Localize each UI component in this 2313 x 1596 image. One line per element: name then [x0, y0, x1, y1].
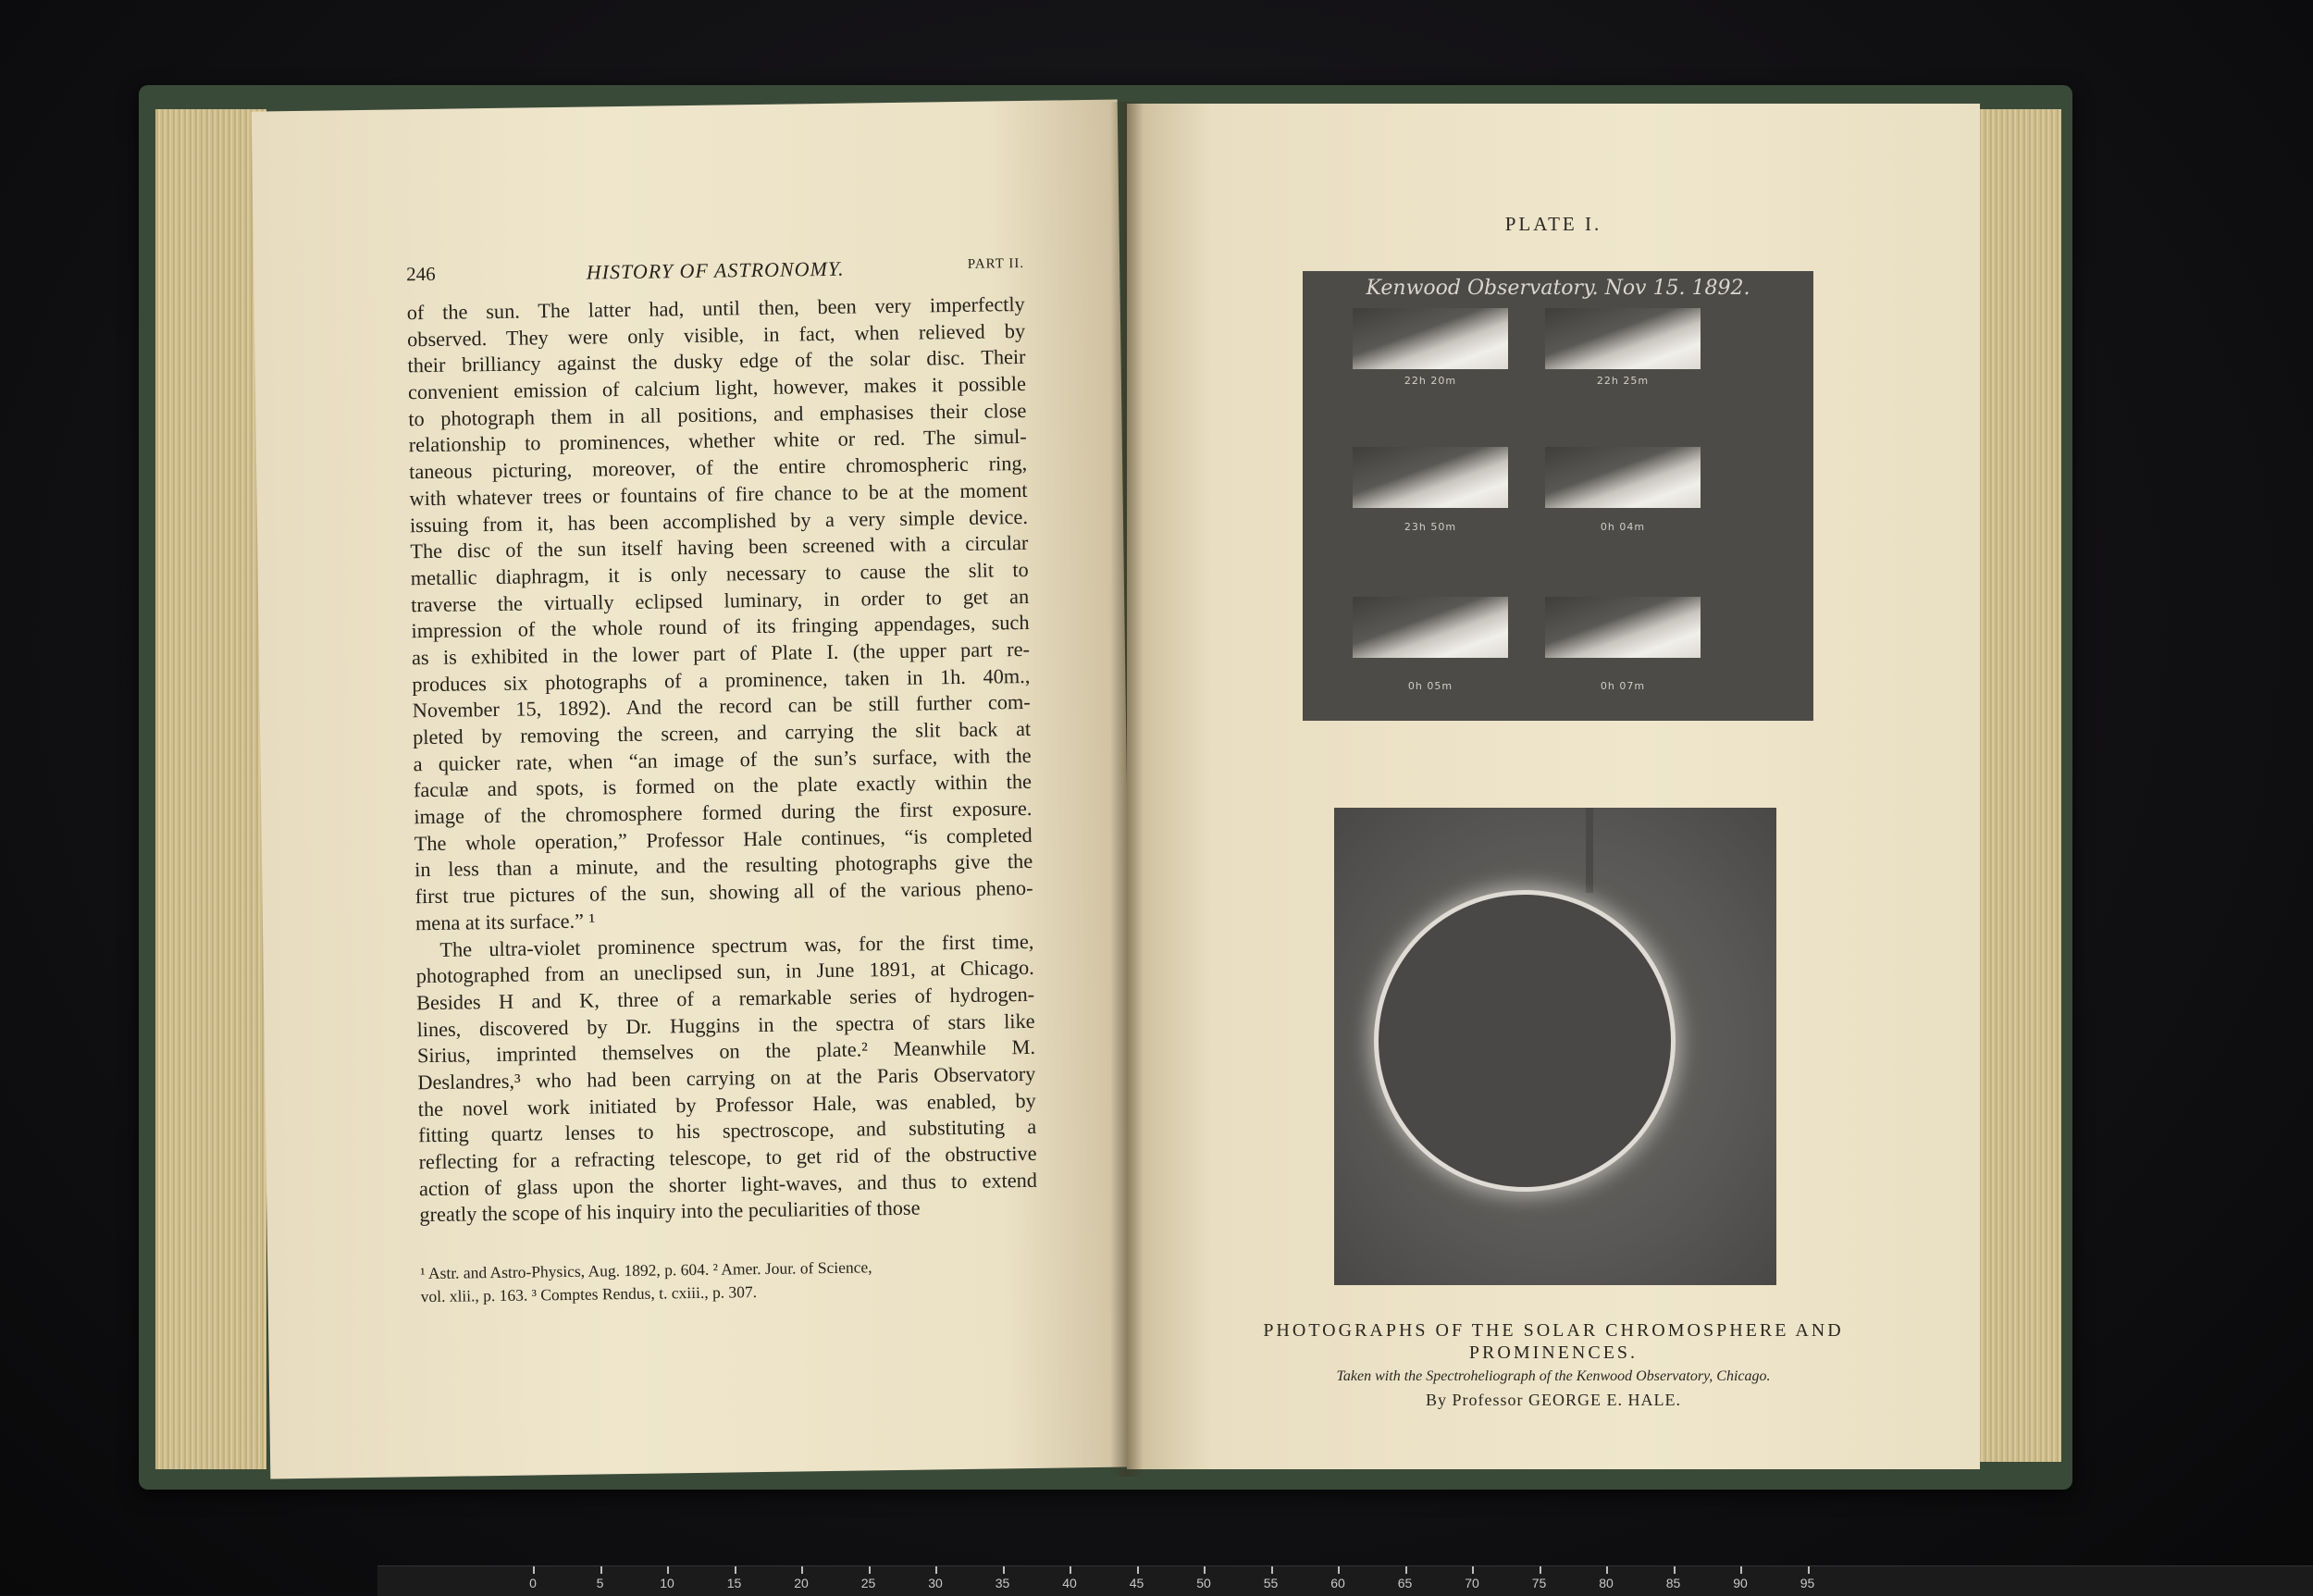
- ruler-tick: [1740, 1566, 1742, 1574]
- text-line: taneous picturing, moreover, of the entire chromospheric ring,: [409, 452, 1028, 484]
- running-head: [406, 254, 1024, 291]
- text-line: image of the chromosphere formed during the first exposure.: [414, 796, 1033, 829]
- page-edges-left: [155, 109, 266, 1469]
- frame-time: 0h 07m: [1600, 680, 1646, 692]
- frame-time: 0h 05m: [1407, 680, 1453, 692]
- ruler-tick: [1674, 1566, 1676, 1574]
- frame-time: 0h 04m: [1600, 521, 1646, 533]
- text-line: Deslandres,³ who had been carrying on at the Paris Observatory: [417, 1061, 1036, 1095]
- ruler-label: 75: [1531, 1576, 1547, 1590]
- part-label: PART II.: [967, 255, 1025, 272]
- ruler-label: 40: [1062, 1576, 1077, 1590]
- ruler-label: 65: [1397, 1576, 1413, 1590]
- ruler-tick: [1472, 1566, 1474, 1574]
- text-line: faculæ and spots, is formed on the plate exactly within the: [413, 770, 1033, 802]
- text-line: The whole operation,” Professor Hale continues, “is completed: [414, 823, 1033, 855]
- text-line: November 15, 1892). And the record can be still further com-: [412, 690, 1031, 723]
- text-line: issuing from it, has been accomplished by a very simple device.: [409, 504, 1029, 537]
- text-line: reflecting for a refracting telescope, to get rid of the obstructive: [418, 1141, 1037, 1174]
- body-text: [407, 291, 1038, 1229]
- footnote-line: vol. xlii., p. 163. ³ Comptes Rendus, t. cxiii., p. 307.: [420, 1282, 758, 1306]
- text-line: their brilliancy against the dusky edge of the solar disc. Their: [407, 345, 1026, 377]
- text-line: with whatever trees or fountains of fire chance to be at the moment: [409, 477, 1028, 511]
- ruler-tick: [1003, 1566, 1005, 1574]
- footnotes: [420, 1254, 1039, 1308]
- text-line: Besides H and K, three of a remarkable series of hydrogen-: [416, 982, 1035, 1015]
- gutter: [1110, 102, 1144, 1477]
- prominence-frame: [1545, 308, 1701, 369]
- text-line: of the sun. The latter had, until then, been very imperfectly: [406, 291, 1025, 325]
- ruler-label: 25: [860, 1576, 876, 1590]
- ruler-tick: [533, 1566, 535, 1574]
- chromosphere-photo: [1334, 808, 1776, 1285]
- text-line: relationship to prominences, whether white or red. The simul-: [408, 425, 1027, 457]
- ruler-label: 15: [726, 1576, 742, 1590]
- ruler-label: 80: [1599, 1576, 1614, 1590]
- page-number: 246: [406, 262, 436, 286]
- text-line: fitting quartz lenses to his spectroscope, and substituting a: [418, 1115, 1037, 1147]
- text-line: pleted by removing the screen, and carrying the slit back at: [413, 716, 1032, 749]
- frame-time: 22h 20m: [1404, 375, 1457, 387]
- text-line: lines, discovered by Dr. Huggins in the spectra of stars like: [416, 1008, 1035, 1041]
- prominence-frame: [1353, 447, 1508, 508]
- frame-time: 22h 25m: [1596, 375, 1650, 387]
- text-line: impression of the whole round of its fringing appendages, such: [411, 611, 1030, 643]
- ruler-tick: [667, 1566, 669, 1574]
- ruler-label: 50: [1196, 1576, 1211, 1590]
- ruler-tick: [1405, 1566, 1407, 1574]
- ruler-tick: [1808, 1566, 1810, 1574]
- support-rod: [1586, 808, 1593, 893]
- text-line: greatly the scope of his inquiry into the peculiarities of those: [419, 1196, 921, 1227]
- plate-label: PLATE I.: [1504, 213, 1602, 235]
- plate-caption-title-cont: PROMINENCES.: [1468, 1342, 1639, 1363]
- text-line: mena at its surface.” ¹: [414, 909, 596, 935]
- text-line: to photograph them in all positions, and emphasises their close: [408, 398, 1027, 431]
- left-page: [252, 100, 1137, 1479]
- frame-time: 23h 50m: [1404, 521, 1457, 533]
- ruler-label: 0: [529, 1576, 537, 1590]
- footnote-line: ¹ Astr. and Astro-Physics, Aug. 1892, p. 604. ² Amer. Jour. of Science,: [420, 1257, 872, 1283]
- plate-caption-title: PHOTOGRAPHS OF THE SOLAR CHROMOSPHERE AND: [1263, 1320, 1844, 1341]
- ruler-tick: [1338, 1566, 1340, 1574]
- text-line: the novel work initiated by Professor Hale, was enabled, by: [417, 1088, 1036, 1120]
- plate-caption-credit: By Professor GEORGE E. HALE.: [1426, 1391, 1681, 1409]
- ruler-label: 55: [1263, 1576, 1279, 1590]
- text-line: Sirius, imprinted themselves on the plate.² Meanwhile M.: [416, 1035, 1036, 1068]
- ruler-label: 95: [1800, 1576, 1815, 1590]
- ruler-label: 30: [928, 1576, 943, 1590]
- running-title: HISTORY OF ASTRONOMY.: [586, 256, 845, 284]
- prominence-frame: [1545, 447, 1701, 508]
- ruler-tick: [1070, 1566, 1071, 1574]
- ruler-tick: [600, 1566, 602, 1574]
- ruler-label: 10: [660, 1576, 674, 1590]
- ruler-tick: [1606, 1566, 1608, 1574]
- ruler-tick: [735, 1566, 736, 1574]
- ruler-label: 60: [1330, 1576, 1345, 1590]
- prominence-photo-grid: [1303, 271, 1813, 721]
- text-line: The ultra-violet prominence spectrum was, for the first time,: [439, 929, 1034, 961]
- text-line: metallic diaphragm, it is only necessary to cause the slit to: [410, 557, 1029, 590]
- ruler-label: 45: [1129, 1576, 1144, 1590]
- ruler-tick: [1137, 1566, 1139, 1574]
- ruler-tick: [1204, 1566, 1206, 1574]
- text-line: traverse the virtually eclipsed luminary, in order to get an: [411, 584, 1030, 616]
- text-line: a quicker rate, when “an image of the sun’s surface, with the: [413, 743, 1032, 775]
- ruler-tick: [935, 1566, 937, 1574]
- prominence-frame: [1353, 597, 1508, 658]
- plate-caption-source: Taken with the Spectroheliograph of the Kenwood Observatory, Chicago.: [1336, 1368, 1771, 1384]
- ruler-label: 5: [596, 1576, 604, 1590]
- ruler-label: 70: [1465, 1576, 1479, 1590]
- text-line: convenient emission of calcium light, however, makes it possible: [407, 372, 1027, 404]
- text-line: first true pictures of the sun, showing all of the various pheno-: [414, 876, 1033, 909]
- prominence-frame: [1545, 597, 1701, 658]
- ruler-tick: [1540, 1566, 1541, 1574]
- ruler-label: 90: [1733, 1576, 1748, 1590]
- text-line: as is exhibited in the lower part of Plate I. (the upper part re-: [411, 637, 1031, 670]
- photo-handwritten-caption: Kenwood Observatory. Nov 15. 1892.: [1366, 277, 1750, 300]
- ruler-tick: [801, 1566, 803, 1574]
- text-line: observed. They were only visible, in fact, when relieved by: [407, 318, 1026, 351]
- prominence-frame: [1353, 308, 1508, 369]
- text-line: The disc of the sun itself having been screened with a circular: [410, 531, 1029, 563]
- text-line: action of glass upon the shorter light-waves, and thus to extend: [418, 1168, 1038, 1200]
- text-line: produces six photographs of a prominence, taken in 1h. 40m.,: [412, 663, 1031, 696]
- sun-disc: [1379, 895, 1671, 1187]
- ruler-tick: [869, 1566, 871, 1574]
- ruler-label: 85: [1665, 1576, 1681, 1590]
- ruler-label: 20: [794, 1576, 809, 1590]
- page-edges-right: [1973, 109, 2061, 1462]
- ruler-label: 35: [995, 1576, 1010, 1590]
- measuring-ruler: [377, 1565, 2313, 1596]
- ruler-tick: [1271, 1566, 1273, 1574]
- text-line: in less than a minute, and the resulting photographs give the: [414, 849, 1033, 882]
- text-line: photographed from an uneclipsed sun, in June 1891, at Chicago.: [415, 956, 1034, 988]
